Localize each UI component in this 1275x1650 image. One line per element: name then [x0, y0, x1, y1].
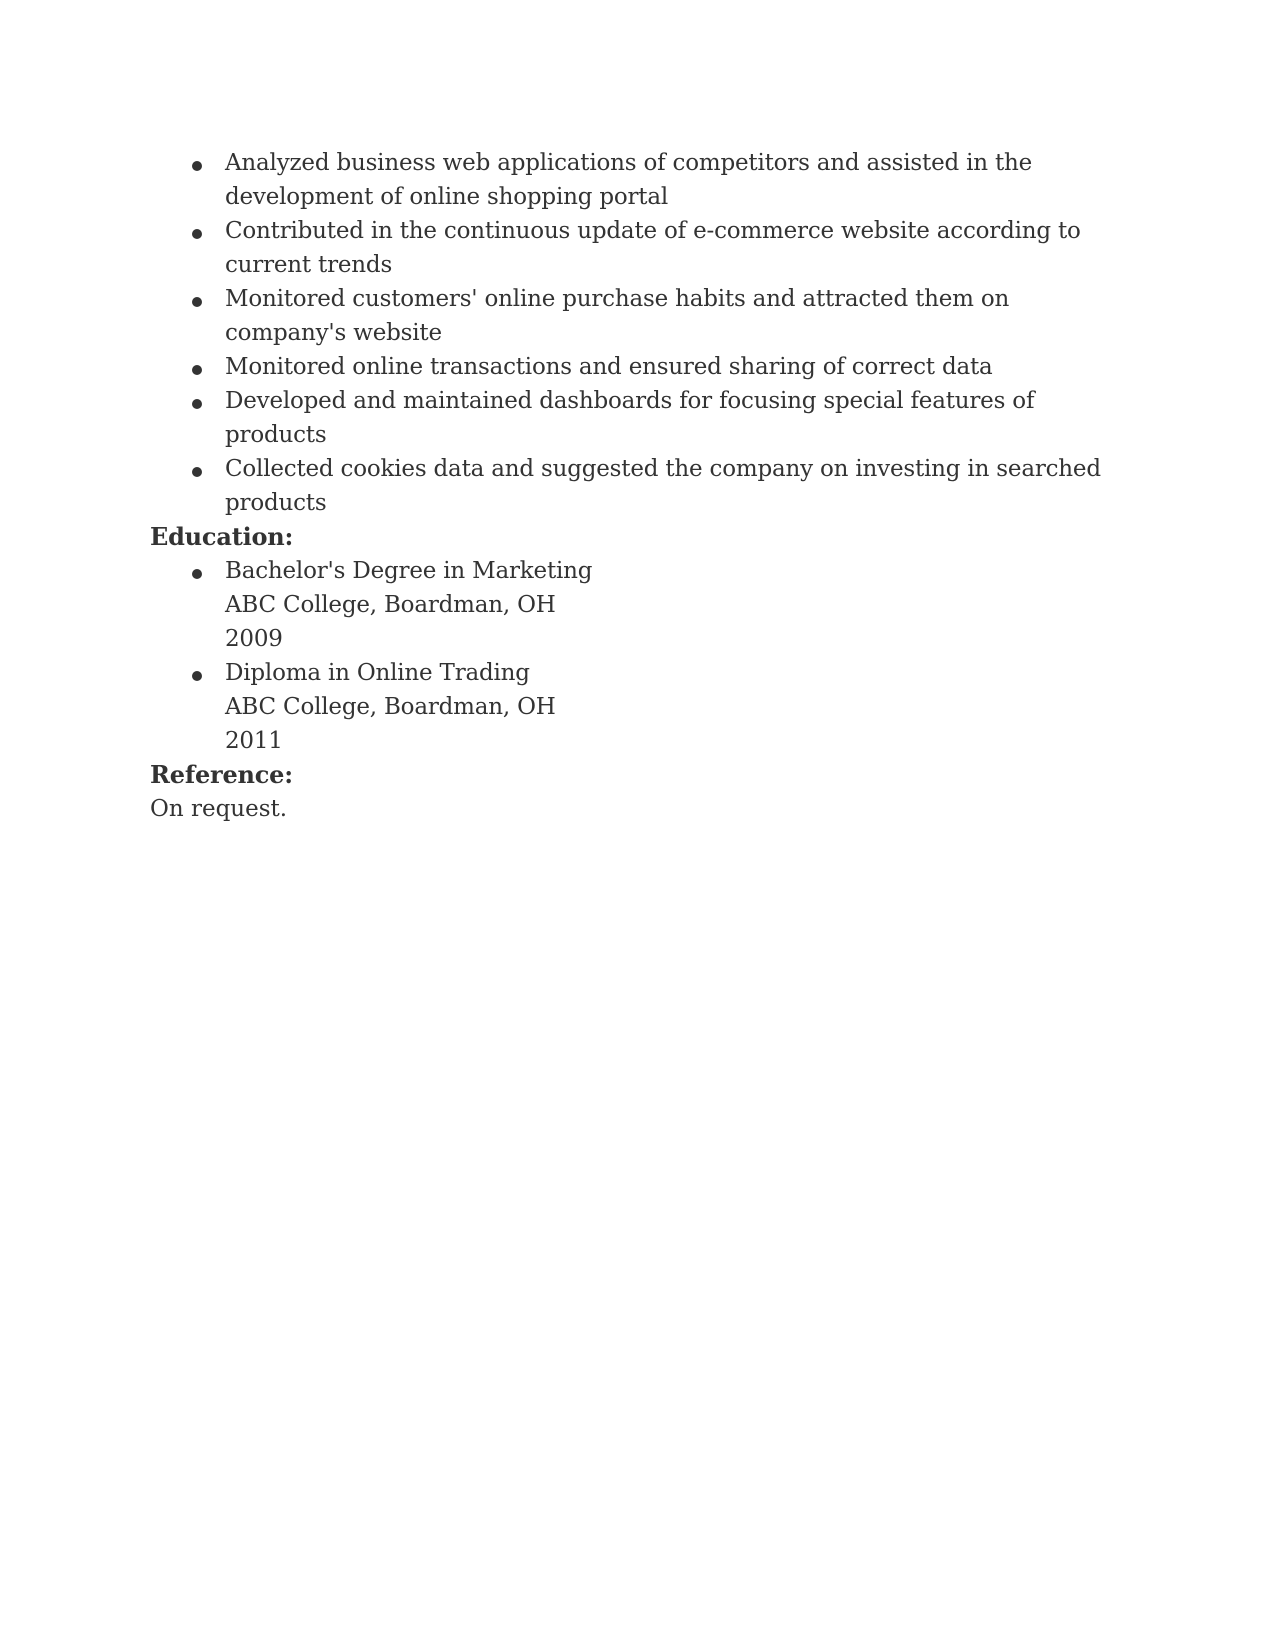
- bullet-icon: [192, 569, 202, 579]
- list-item: [150, 554, 1110, 656]
- list-item: [150, 452, 1110, 520]
- education-degree: Diploma in Online Trading: [225, 660, 530, 686]
- list-item: [150, 146, 1110, 214]
- bullet-icon: [192, 399, 202, 409]
- education-school: ABC College, Boardman, OH: [225, 592, 556, 618]
- experience-bullet-list: [150, 146, 1110, 520]
- education-year: 2011: [225, 728, 283, 754]
- education-school: ABC College, Boardman, OH: [225, 694, 556, 720]
- bullet-icon: [192, 229, 202, 239]
- bullet-icon: [192, 161, 202, 171]
- education-degree: Bachelor's Degree in Marketing: [225, 558, 593, 584]
- list-item: [150, 656, 1110, 758]
- list-item: [150, 384, 1110, 452]
- bullet-text: Monitored customers' online purchase habits and attracted them on company's website: [225, 286, 1010, 346]
- bullet-text: Developed and maintained dashboards for focusing special features of products: [225, 388, 1035, 448]
- bullet-text: Analyzed business web applications of competitors and assisted in the development of online shopping portal: [225, 150, 1033, 210]
- list-item: [150, 282, 1110, 350]
- bullet-icon: [192, 467, 202, 477]
- bullet-icon: [192, 671, 202, 681]
- document-page: [150, 146, 1110, 826]
- list-item: [150, 350, 1110, 384]
- bullet-text: Contributed in the continuous update of e-commerce website according to current trends: [225, 218, 1081, 278]
- bullet-icon: [192, 365, 202, 375]
- bullet-icon: [192, 297, 202, 307]
- education-year: 2009: [225, 626, 283, 652]
- education-heading: Education:: [150, 522, 294, 551]
- reference-text: On request.: [150, 796, 288, 822]
- list-item: [150, 214, 1110, 282]
- education-list: [150, 554, 1110, 758]
- bullet-text: Monitored online transactions and ensured sharing of correct data: [225, 354, 993, 380]
- reference-heading: Reference:: [150, 760, 293, 789]
- bullet-text: Collected cookies data and suggested the company on investing in searched products: [225, 456, 1101, 516]
